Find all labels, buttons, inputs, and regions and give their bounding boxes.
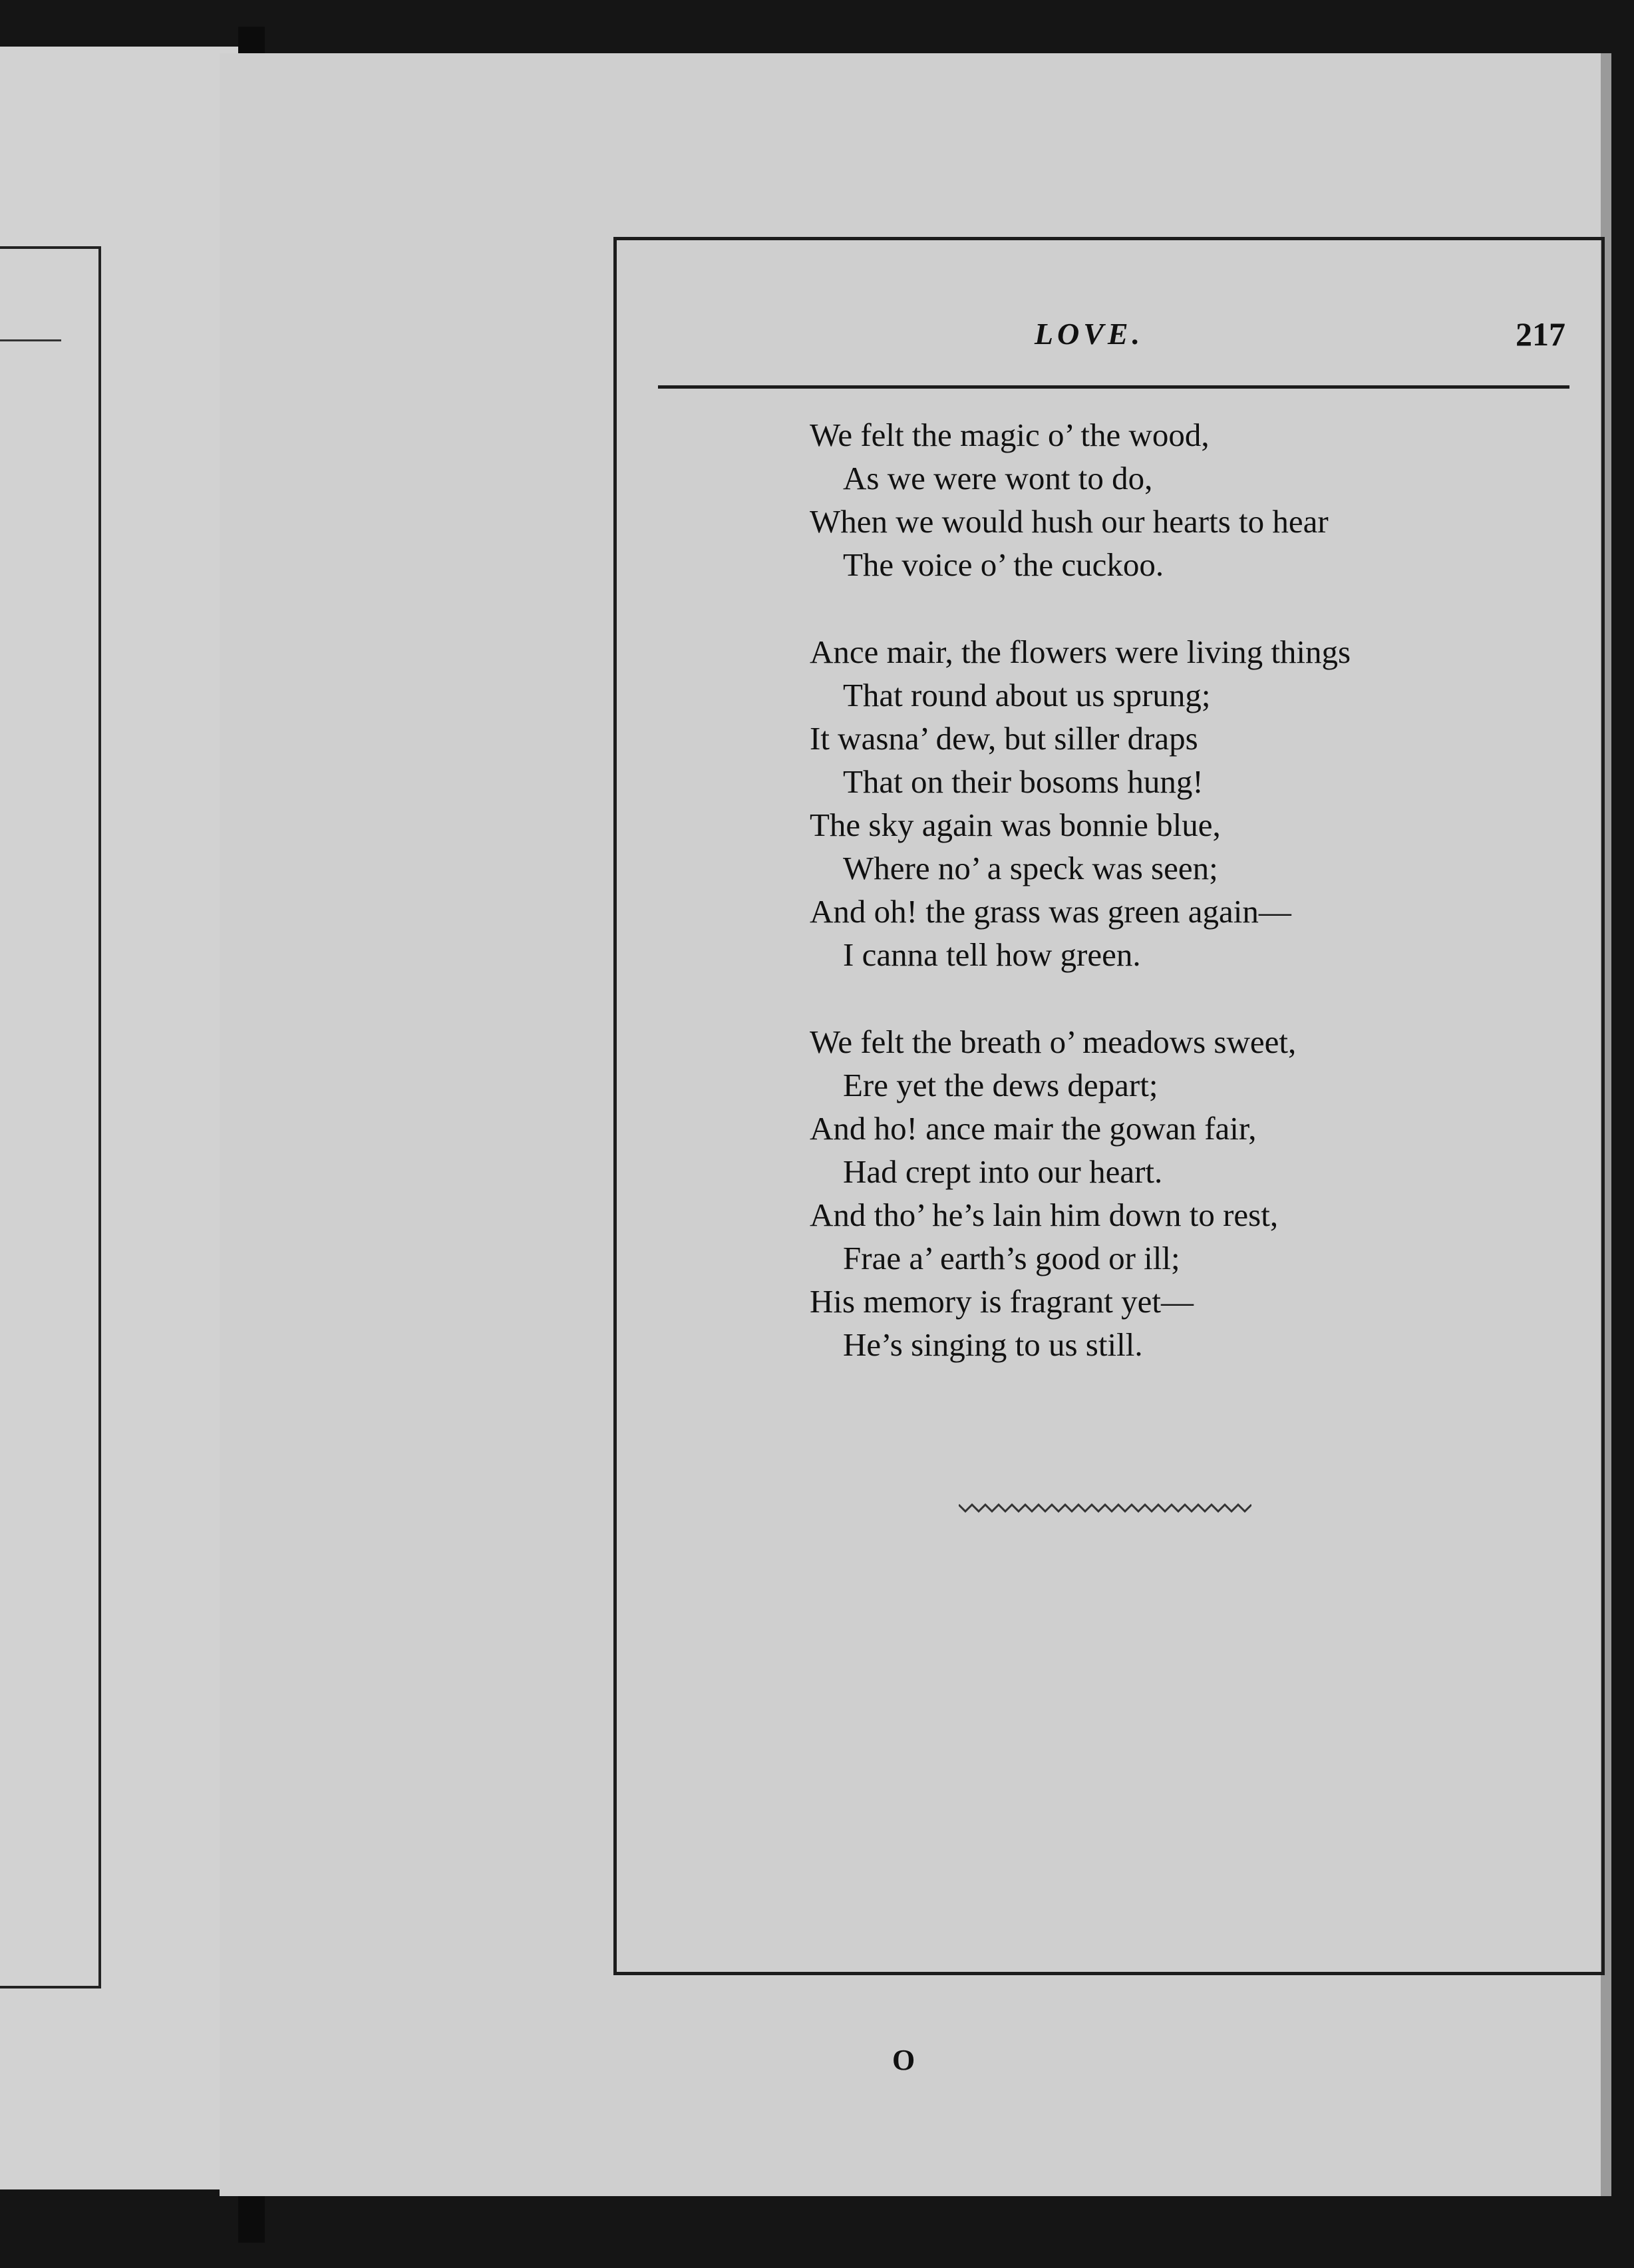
page-number: 217 (1516, 315, 1565, 353)
poem-line: We felt the magic o’ the wood, (810, 417, 1210, 453)
poem-line: It wasna’ dew, but siller draps (810, 720, 1198, 757)
poem-line: His memory is fragrant yet— (810, 1283, 1194, 1320)
book-page (220, 53, 1611, 2196)
poem-line: We felt the breath o’ meadows sweet, (810, 1024, 1297, 1060)
page-border-frame (613, 237, 1605, 1975)
poem-line: Ance mair, the flowers were living things (810, 634, 1351, 670)
poem-line: That round about us sprung; (843, 677, 1211, 713)
stanza-2 (810, 630, 1542, 976)
header-rule (658, 385, 1569, 389)
left-page-frame (0, 246, 101, 1988)
poem-line: And ho! ance mair the gowan fair, (810, 1110, 1257, 1147)
wavy-rule-ornament-icon (959, 1498, 1251, 1517)
left-page-header-rule (0, 339, 61, 341)
poem-line: Ere yet the dews depart; (843, 1067, 1158, 1103)
poem-line: Frae a’ earth’s good or ill; (843, 1240, 1180, 1276)
poem-line: I canna tell how green. (843, 936, 1141, 973)
stanza-1 (810, 413, 1542, 586)
poem-line: The sky again was bonnie blue, (810, 807, 1221, 843)
poem-line: And tho’ he’s lain him down to rest, (810, 1197, 1279, 1233)
poem-line: He’s singing to us still. (843, 1326, 1143, 1363)
poem-line: The voice o’ the cuckoo. (843, 546, 1164, 583)
stanza-3 (810, 1020, 1542, 1366)
poem-line: Where no’ a speck was seen; (843, 850, 1218, 886)
poem-line: That on their bosoms hung! (843, 763, 1204, 800)
poem-line: And oh! the grass was green again— (810, 893, 1291, 930)
poem-line: When we would hush our hearts to hear (810, 503, 1329, 540)
facing-page-left (0, 47, 238, 2189)
poem-line: Had crept into our heart. (843, 1153, 1163, 1190)
poem-line: As we were wont to do, (843, 460, 1153, 496)
signature-mark: O (892, 2044, 915, 2076)
running-head: LOVE. (1034, 317, 1144, 351)
poem-body (810, 413, 1542, 1410)
